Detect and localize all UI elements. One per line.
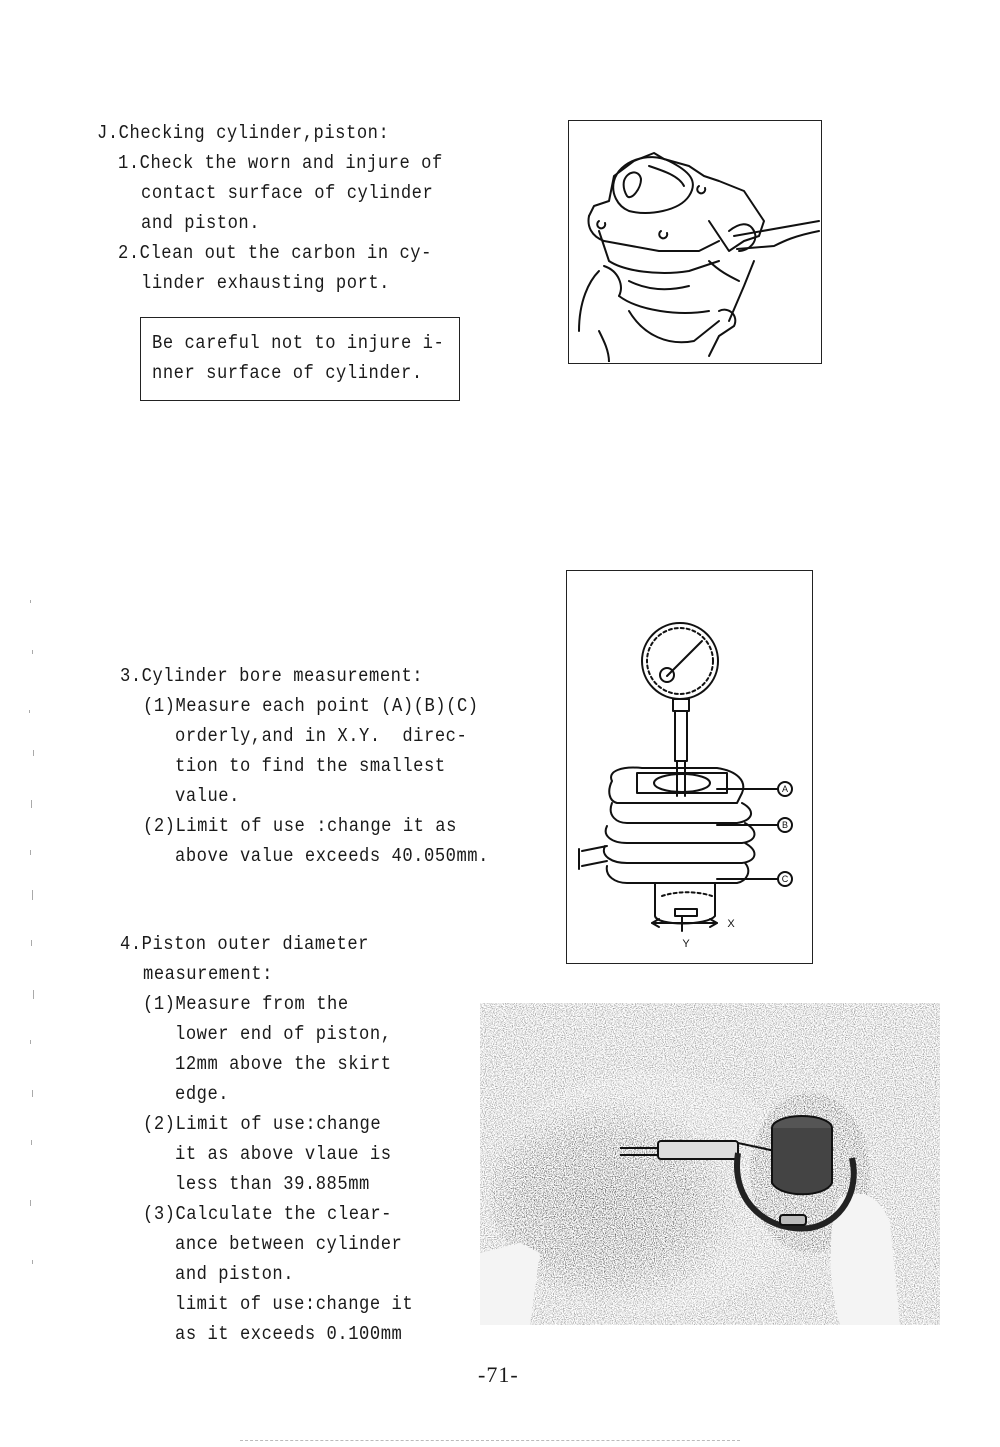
- section-3-item-1-line-2: orderly,and in X.Y. direc-: [175, 725, 468, 747]
- bottom-scan-line: [240, 1440, 740, 1442]
- caution-line-1: Be careful not to injure i-: [152, 332, 445, 354]
- section-3-item-1-line-3: tion to find the smallest: [175, 755, 446, 777]
- section-4-item-3-line-2: ance between cylinder: [175, 1233, 403, 1255]
- label-b: B: [781, 820, 789, 830]
- section-4-item-3-line-5: as it exceeds 0.100mm: [175, 1323, 403, 1345]
- cylinder-illustration-icon: [569, 121, 820, 362]
- step-1-line-3: and piston.: [141, 212, 261, 234]
- section-4-title-line-2: measurement:: [143, 963, 273, 985]
- label-a: A: [781, 784, 789, 794]
- section-4-item-3-line-3: and piston.: [175, 1263, 295, 1285]
- section-j-title: J.Checking cylinder,piston:: [97, 122, 390, 144]
- photo-halftone-icon: [480, 1003, 940, 1325]
- section-4-item-2-line-2: it as above vlaue is: [175, 1143, 392, 1165]
- section-4-item-2-line-1: (2)Limit of use:change: [143, 1113, 382, 1135]
- section-3-item-2-line-2: above value exceeds 40.050mm.: [175, 845, 489, 867]
- step-1-line-2: contact surface of cylinder: [141, 182, 434, 204]
- section-3-item-2-line-1: (2)Limit of use :change it as: [143, 815, 457, 837]
- section-4-title-line-1: 4.Piston outer diameter: [120, 933, 369, 955]
- section-3-item-1-line-1: (1)Measure each point (A)(B)(C): [143, 695, 479, 717]
- label-c: C: [781, 874, 789, 884]
- step-1-line-1: 1.Check the worn and injure of: [118, 152, 443, 174]
- section-3-title: 3.Cylinder bore measurement:: [120, 665, 424, 687]
- section-4-item-1-line-1: (1)Measure from the: [143, 993, 349, 1015]
- step-2-line-1: 2.Clean out the carbon in cy-: [118, 242, 432, 264]
- piston-micrometer-photo: [480, 1003, 940, 1325]
- section-4-item-3-line-4: limit of use:change it: [175, 1293, 414, 1315]
- section-3-item-1-line-4: value.: [175, 785, 240, 807]
- section-4-item-1-line-2: lower end of piston,: [175, 1023, 392, 1045]
- scan-edge-speckle-icon: [20, 560, 42, 1300]
- section-4-item-1-line-3: 12mm above the skirt: [175, 1053, 392, 1075]
- step-2-line-2: linder exhausting port.: [141, 272, 390, 294]
- bore-gauge-illustration-icon: [567, 571, 811, 962]
- bore-gauge-figure: [566, 570, 813, 964]
- section-4-item-3-line-1: (3)Calculate the clear-: [143, 1203, 392, 1225]
- page-number: -71-: [478, 1362, 519, 1387]
- cylinder-cleaning-figure: [568, 120, 822, 364]
- caution-line-2: nner surface of cylinder.: [152, 362, 423, 384]
- label-y: Y: [682, 938, 690, 950]
- section-4-item-2-line-3: less than 39.885mm: [175, 1173, 370, 1195]
- section-4-item-1-line-4: edge.: [175, 1083, 230, 1105]
- label-x: X: [727, 918, 735, 930]
